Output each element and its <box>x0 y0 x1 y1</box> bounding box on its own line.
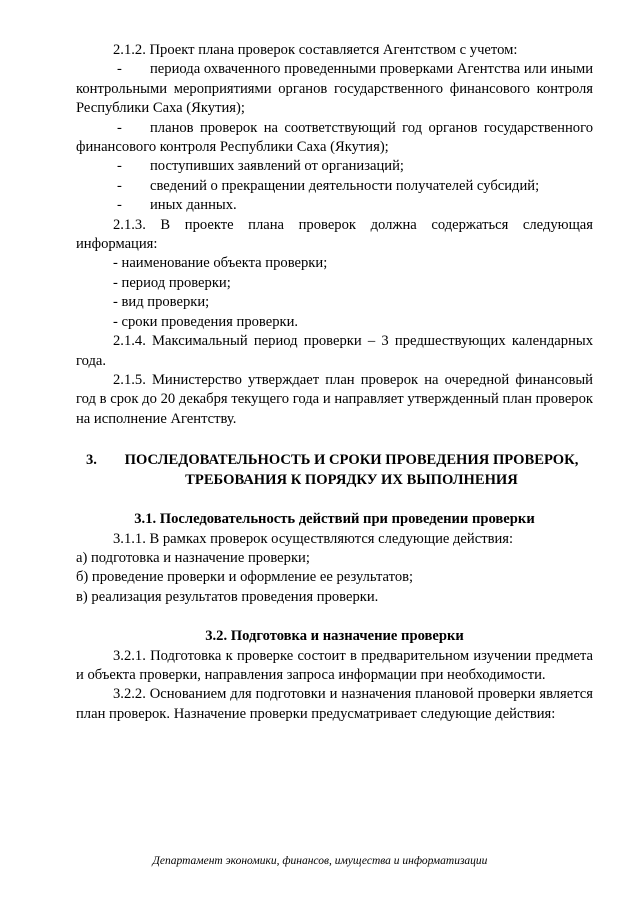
bullet-item-1 <box>76 60 593 118</box>
bullet-text: периода охваченного проведенными проверками Агентства или иными контрольными мероприятиями органов государственного финансового контроля Республики Саха (Якутия); <box>76 61 593 117</box>
list-item: а) подготовка и назначение проверки; <box>76 549 310 566</box>
page-footer: Департамент экономики, финансов, имущества и информатизации <box>152 855 488 867</box>
paragraph-2-1-5: 2.1.5. Министерство утверждает план проверок на очередной финансовый год в срок до 20 декабря текущего года и направляет утвержденный план проверок на исполнение Агентству. <box>76 371 593 427</box>
paragraph-3-2-2: 3.2.2. Основанием для подготовки и назначения плановой проверки является план проверок. Назначение проверки предусматривает следующие действия: <box>76 686 593 722</box>
paragraph-2-1-4: 2.1.4. Максимальный период проверки – 3 предшествующих календарных года. <box>76 333 593 369</box>
section-title-line-1: ПОСЛЕДОВАТЕЛЬНОСТЬ И СРОКИ ПРОВЕДЕНИЯ ПРОВЕРОК, <box>124 452 579 469</box>
bullet-dash: - <box>117 177 122 194</box>
section-3-heading <box>76 450 593 490</box>
list-item: - вид проверки; <box>113 294 210 311</box>
section-number: 3. <box>86 452 97 469</box>
paragraph-2-1-3: 2.1.3. В проекте плана проверок должна содержаться следующая информация: <box>76 216 593 253</box>
bullet-item-5 <box>76 196 593 215</box>
bullet-dash: - <box>117 119 122 136</box>
paragraph-3-2-1: 3.2.1. Подготовка к проверке состоит в предварительном изучении предмета и объекта проверки, направления запроса информации при необходимости. <box>76 647 593 683</box>
bullet-dash: - <box>117 197 122 214</box>
bullet-item-2 <box>76 119 593 158</box>
list-item: б) проведение проверки и оформление ее результатов; <box>76 569 414 586</box>
bullet-text: сведений о прекращении деятельности получателей субсидий; <box>150 177 540 194</box>
paragraph-3-1-1: 3.1.1. В рамках проверок осуществляются следующие действия: <box>113 530 514 547</box>
subsection-3-1-heading: 3.1. Последовательность действий при проведении проверки <box>134 511 535 528</box>
section-title-line-2: ТРЕБОВАНИЯ К ПОРЯДКУ ИХ ВЫПОЛНЕНИЯ <box>185 472 518 489</box>
list-item: в) реализация результатов проведения проверки. <box>76 588 379 605</box>
paragraph-2-1-2: 2.1.2. Проект плана проверок составляется Агентством с учетом: <box>113 42 518 58</box>
list-item: - наименование объекта проверки; <box>113 255 328 272</box>
bullet-text: поступивших заявлений от организаций; <box>150 158 404 175</box>
bullet-text: планов проверок на соответствующий год органов государственного финансового контроля Республики Саха (Якутия); <box>76 119 593 156</box>
bullet-text: иных данных. <box>150 197 237 214</box>
list-item: - сроки проведения проверки. <box>113 313 299 330</box>
bullet-item-3 <box>76 157 593 176</box>
subsection-3-2-heading: 3.2. Подготовка и назначение проверки <box>205 628 464 645</box>
bullet-dash: - <box>117 61 122 78</box>
bullet-item-4 <box>76 177 593 196</box>
document-page <box>76 41 593 724</box>
bullet-dash: - <box>117 158 122 175</box>
list-item: - период проверки; <box>113 274 231 291</box>
